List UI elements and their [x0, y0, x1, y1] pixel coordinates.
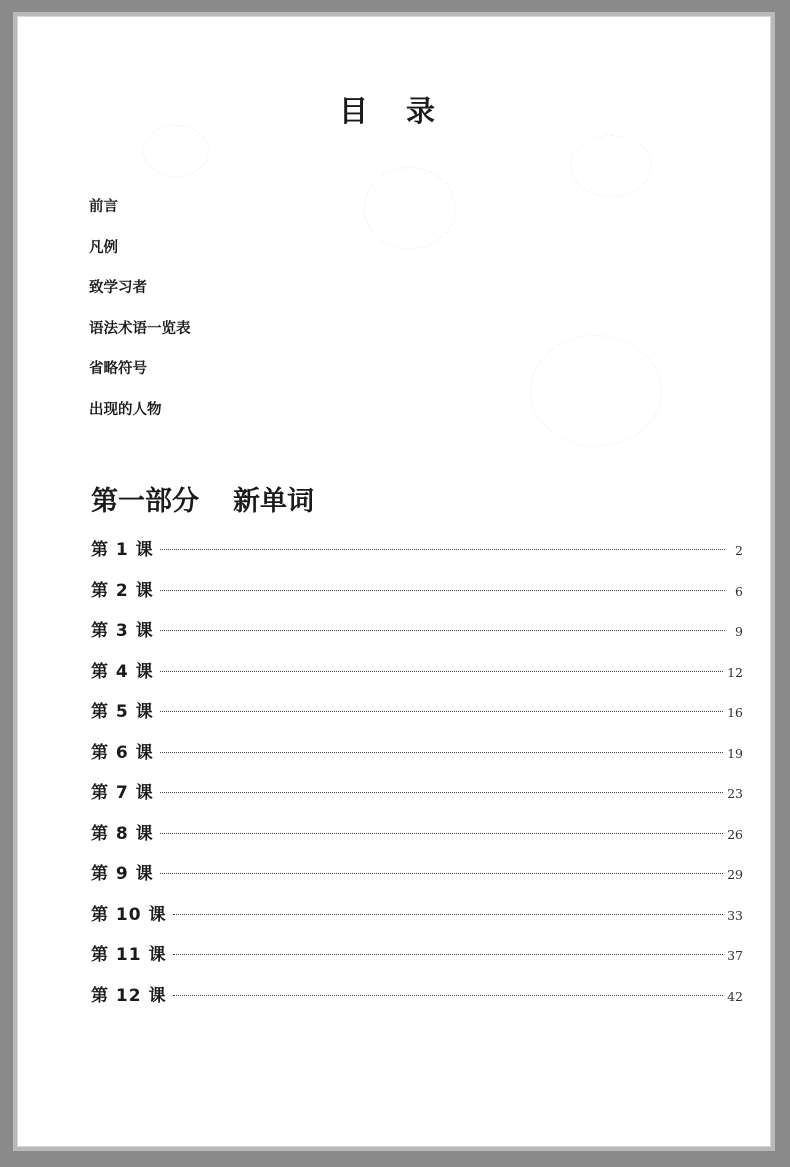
- show-through-mark: [570, 135, 652, 197]
- dot-leader: [160, 752, 723, 753]
- dot-leader: [160, 549, 725, 550]
- dot-leader: [160, 671, 723, 672]
- dot-leader: [160, 590, 725, 591]
- dot-leader: [160, 711, 723, 712]
- lesson-label: 第 5 课: [91, 702, 154, 722]
- front-matter-item[interactable]: 出现的人物: [89, 401, 162, 418]
- page-number: 19: [727, 745, 743, 761]
- page-number: 33: [727, 907, 743, 923]
- lesson-label: 第 1 课: [91, 540, 154, 560]
- page-number: 29: [727, 867, 743, 882]
- front-matter-item[interactable]: 语法术语一览表: [89, 320, 191, 337]
- toc-row[interactable]: [91, 819, 743, 860]
- dot-leader: [173, 954, 724, 955]
- lesson-label: 第 11 课: [91, 945, 167, 965]
- lesson-label: 第 9 课: [91, 864, 154, 884]
- front-matter-item[interactable]: 前言: [89, 199, 118, 215]
- dot-leader: [160, 792, 723, 793]
- front-matter-list: [89, 197, 191, 440]
- front-matter-item[interactable]: 致学习者: [89, 280, 147, 296]
- lesson-label: 第 4 课: [91, 661, 154, 682]
- page-title: 目 录: [338, 94, 450, 128]
- dot-leader: [160, 833, 723, 834]
- page-number: 6: [735, 583, 743, 599]
- toc-row[interactable]: [91, 657, 743, 698]
- toc-row[interactable]: [91, 981, 743, 1022]
- toc-row[interactable]: [91, 778, 743, 819]
- lesson-label: 第 10 课: [91, 904, 167, 925]
- part-heading: [91, 479, 314, 518]
- page-number: 16: [727, 705, 743, 720]
- toc-row[interactable]: [91, 616, 743, 657]
- show-through-mark: [364, 167, 456, 249]
- lesson-toc: [91, 535, 743, 1021]
- toc-row[interactable]: [91, 940, 743, 981]
- page-number: 42: [727, 988, 743, 1004]
- dot-leader: [173, 914, 724, 915]
- lesson-label: 第 3 课: [91, 621, 154, 641]
- page-number: 37: [727, 948, 743, 963]
- front-matter-item[interactable]: 凡例: [89, 239, 118, 256]
- lesson-label: 第 7 课: [91, 783, 154, 803]
- page-number: 23: [727, 786, 743, 801]
- page-number: 12: [727, 664, 743, 680]
- part-name: 新单词: [233, 486, 314, 517]
- front-matter-item[interactable]: 省略符号: [89, 361, 147, 377]
- part-number: 第一部分: [91, 486, 199, 517]
- show-through-mark: [530, 335, 662, 447]
- toc-row[interactable]: [91, 738, 743, 779]
- toc-row[interactable]: [91, 859, 743, 900]
- show-through-mark: [143, 125, 209, 177]
- toc-row[interactable]: [91, 697, 743, 738]
- page-number: 9: [735, 624, 743, 639]
- dot-leader: [160, 630, 725, 631]
- document-page: [17, 16, 771, 1147]
- dot-leader: [173, 995, 724, 996]
- toc-row[interactable]: [91, 535, 743, 576]
- dot-leader: [160, 873, 723, 874]
- lesson-label: 第 8 课: [91, 823, 154, 844]
- lesson-label: 第 6 课: [91, 742, 154, 763]
- page-number: 2: [735, 543, 743, 558]
- lesson-label: 第 2 课: [91, 580, 154, 601]
- toc-row[interactable]: [91, 900, 743, 941]
- lesson-label: 第 12 课: [91, 985, 167, 1006]
- toc-row[interactable]: [91, 576, 743, 617]
- page-number: 26: [727, 826, 743, 842]
- page-frame: [13, 12, 775, 1151]
